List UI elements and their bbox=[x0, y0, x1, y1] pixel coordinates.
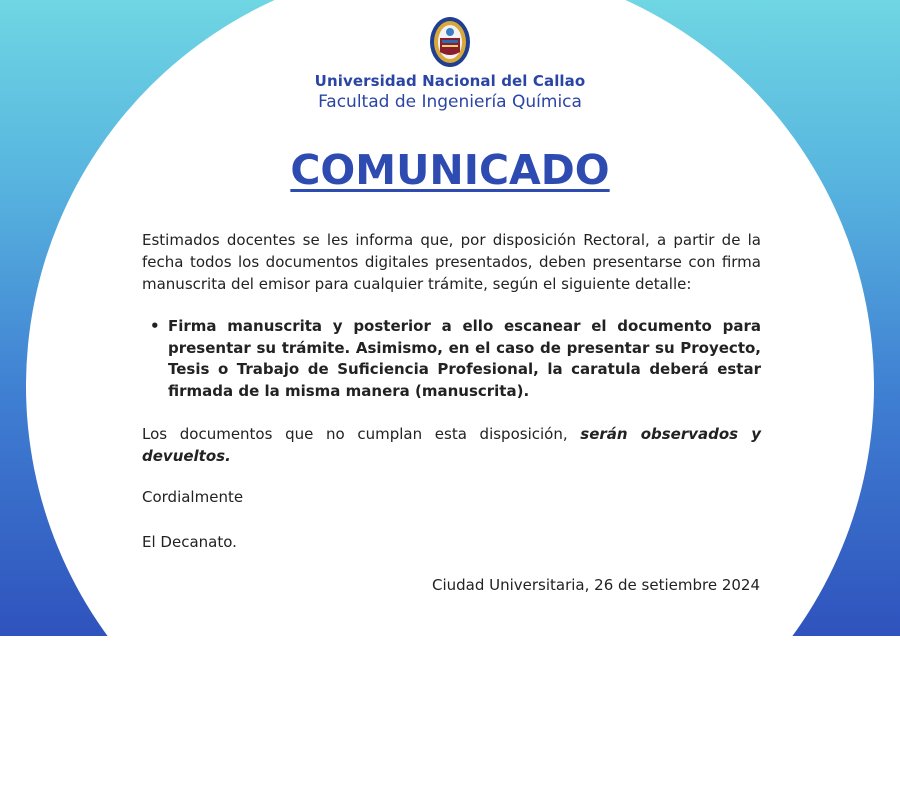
date-line: Ciudad Universitaria, 26 de setiembre 2024 bbox=[431, 576, 760, 594]
faculty-name: Facultad de Ingeniería Química bbox=[318, 92, 582, 112]
warning-paragraph bbox=[142, 424, 761, 467]
bullet-dot-icon: • bbox=[150, 317, 160, 335]
university-name: Universidad Nacional del Callao bbox=[314, 72, 586, 90]
closing-text: Cordialmente bbox=[142, 488, 244, 506]
university-seal-icon bbox=[429, 16, 471, 68]
warning-text: Los documentos que no cumplan esta disposición, bbox=[142, 425, 581, 443]
page-title: COMUNICADO bbox=[290, 146, 610, 194]
warning-emphasis: serán observados y devueltos. bbox=[142, 425, 762, 465]
bullet-text: Firma manuscrita y posterior a ello escanear el documento para presentar su trámite. Asimismo, en el caso de presentar su Proyecto, Tesis o Trabajo de Suficiencia Profesional, la caratula deberá estar firmada de la misma manera (manuscrita). bbox=[168, 317, 761, 400]
requirement-bullet bbox=[150, 316, 761, 402]
signature-text: El Decanato. bbox=[142, 533, 237, 551]
intro-paragraph: Estimados docentes se les informa que, por disposición Rectoral, a partir de la fecha todos los documentos digitales presentados, deben presentarse con firma manuscrita del emisor para cualquier trámite, según el siguiente detalle: bbox=[142, 231, 761, 293]
